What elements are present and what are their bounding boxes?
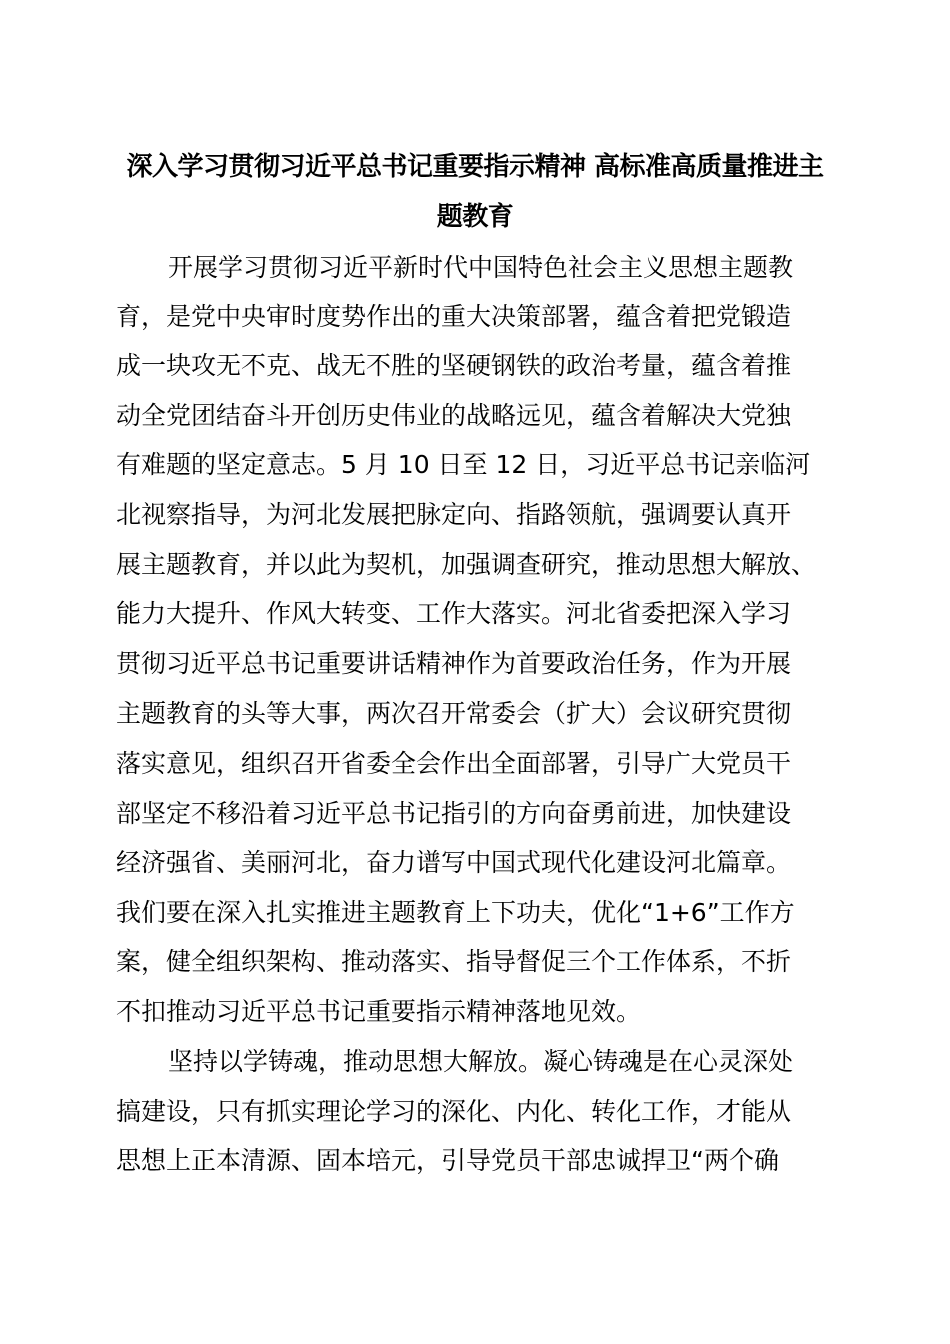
body-line: 成一块攻无不克、战无不胜的坚硬钢铁的政治考量，蕴含着推 bbox=[116, 351, 792, 380]
body-line: 开展学习贯彻习近平新时代中国特色社会主义思想主题教 bbox=[168, 253, 794, 282]
body-line: 展主题教育，并以此为契机，加强调查研究，推动思想大解放、 bbox=[116, 550, 817, 579]
body-line: 思想上正本清源、固本培元，引导党员干部忠诚捍卫“两个确 bbox=[116, 1146, 779, 1175]
body-line: 部坚定不移沿着习近平总书记指引的方向奋勇前进，加快建设 bbox=[116, 799, 792, 828]
body-line: 搞建设，只有抓实理论学习的深化、内化、转化工作，才能从 bbox=[116, 1097, 792, 1126]
body-line: 育，是党中央审时度势作出的重大决策部署，蕴含着把党锻造 bbox=[116, 302, 792, 331]
body-line: 贯彻习近平总书记重要讲话精神作为首要政治任务，作为开展 bbox=[116, 649, 792, 678]
document-title-line-1: 深入学习贯彻习近平总书记重要指示精神 高标准高质量推进主 bbox=[126, 152, 824, 182]
body-line: 经济强省、美丽河北，奋力谱写中国式现代化建设河北篇章。 bbox=[116, 848, 792, 877]
body-line: 我们要在深入扎实推进主题教育上下功夫，优化“1+6”工作方 bbox=[116, 898, 795, 927]
body-line: 案，健全组织架构、推动落实、指导督促三个工作体系，不折 bbox=[116, 947, 792, 976]
body-line: 能力大提升、作风大转变、工作大落实。河北省委把深入学习 bbox=[116, 599, 792, 628]
body-line: 北视察指导，为河北发展把脉定向、指路领航，强调要认真开 bbox=[116, 500, 792, 529]
body-line: 有难题的坚定意志。5 月 10 日至 12 日，习近平总书记亲临河 bbox=[116, 450, 811, 479]
document-title-line-2: 题教育 bbox=[436, 202, 514, 232]
body-line: 动全党团结奋斗开创历史伟业的战略远见，蕴含着解决大党独 bbox=[116, 401, 792, 430]
body-line: 落实意见，组织召开省委全会作出全面部署，引导广大党员干 bbox=[116, 749, 792, 778]
body-line: 坚持以学铸魂，推动思想大解放。凝心铸魂是在心灵深处 bbox=[168, 1047, 794, 1076]
body-line: 主题教育的头等大事，两次召开常委会（扩大）会议研究贯彻 bbox=[116, 699, 792, 728]
body-line: 不扣推动习近平总书记重要指示精神落地见效。 bbox=[116, 997, 642, 1026]
